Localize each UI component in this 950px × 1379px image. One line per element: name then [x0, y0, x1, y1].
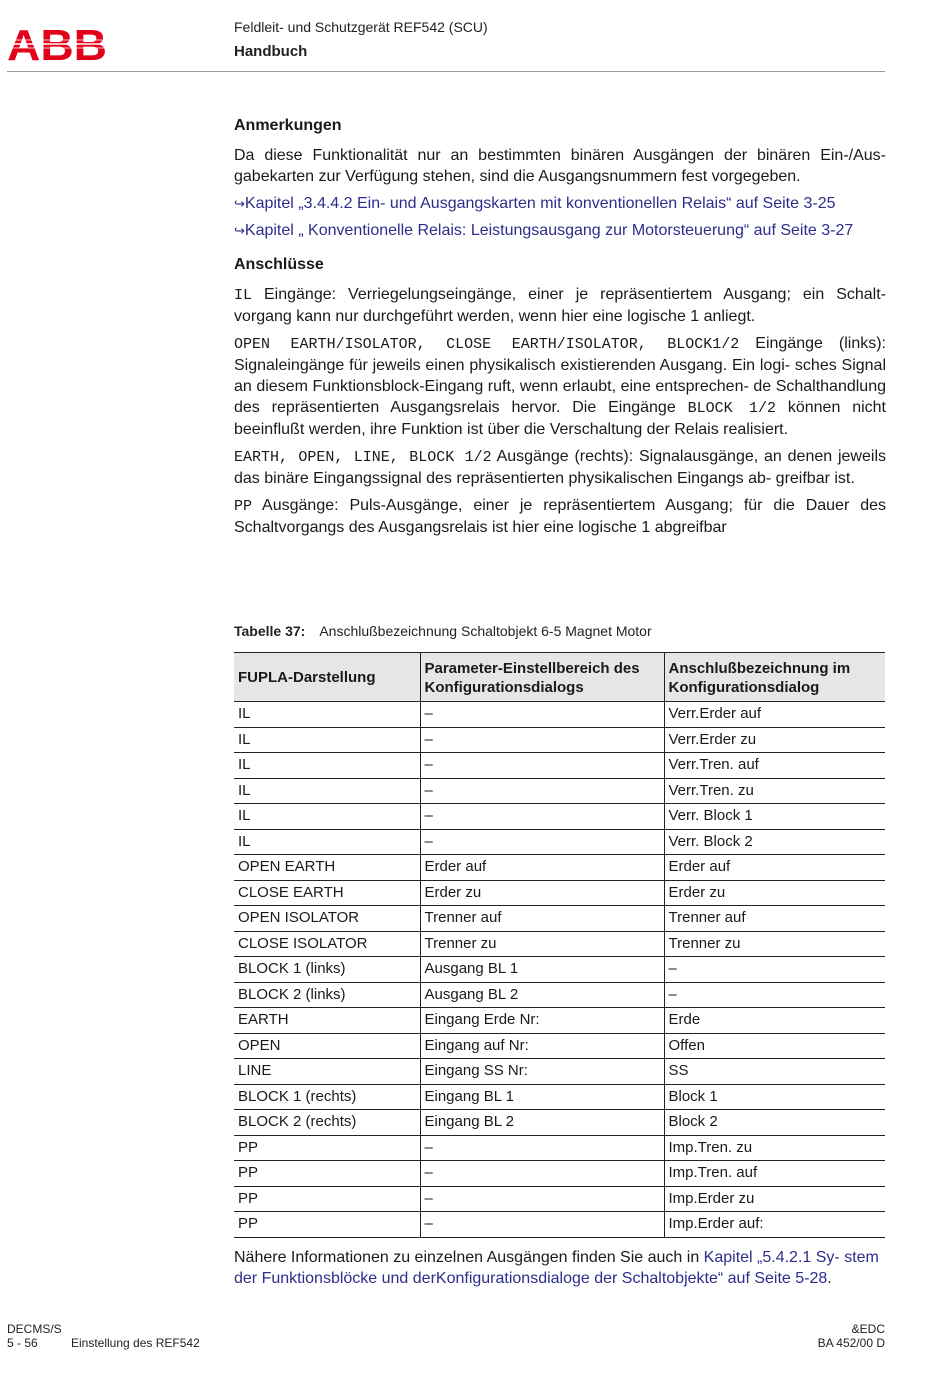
table-caption-text: Anschlußbezeichnung Schaltobjekt 6-5 Magnet Motor [319, 623, 652, 639]
cell-parameter: Eingang BL 1 [420, 1084, 664, 1110]
cell-parameter: Erder zu [420, 880, 664, 906]
table-row [234, 829, 885, 855]
cell-fupla: IL [234, 753, 420, 779]
cell-designation: Verr.Erder zu [664, 727, 885, 753]
cell-fupla: IL [234, 829, 420, 855]
code-block: BLOCK 1/2 [687, 400, 776, 417]
table-row [234, 1135, 885, 1161]
code-inputs: OPEN EARTH/ISOLATOR, CLOSE EARTH/ISOLATOR, BLOCK1/2 [234, 336, 740, 353]
cell-fupla: IL [234, 727, 420, 753]
table-row [234, 1008, 885, 1034]
reference-arrow-icon: ↪ [234, 197, 245, 212]
chapter-reference-2-text[interactable]: Kapitel „ Konventionelle Relais: Leistungsausgang zur Motorsteuerung“ auf Seite 3-27 [244, 222, 854, 239]
cell-fupla: CLOSE EARTH [234, 880, 420, 906]
cell-designation: Imp.Erder zu [664, 1186, 885, 1212]
table-caption-label: Tabelle 37: [234, 623, 306, 639]
cell-parameter: Eingang BL 2 [420, 1110, 664, 1136]
cell-fupla: IL [234, 702, 420, 728]
further-info-link[interactable]: Kapitel „5.4.2.1 Sy- stem der Funktionsblöcke und derKonfigurationsdialoge der Schaltobjekte“ auf Seite 5-28 [234, 1249, 879, 1287]
footer-doc-number: BA 452/00 D [817, 1336, 885, 1350]
cell-parameter: – [420, 702, 664, 728]
cell-fupla: CLOSE ISOLATOR [234, 931, 420, 957]
cell-designation: Trenner zu [664, 931, 885, 957]
connections-heading: Anschlüsse [234, 256, 324, 273]
cell-fupla: EARTH [234, 1008, 420, 1034]
cell-designation: Imp.Erder auf: [664, 1212, 885, 1238]
footer-edc: &EDC [851, 1322, 885, 1336]
notes-paragraph: Da diese Funktionalität nur an bestimmten binären Ausgängen der binären Ein-/Aus- gabekarten zur Verfügung stehen, sind die Ausgangsnummern fest vorgegeben. [234, 147, 886, 185]
connections-pp-paragraph [234, 495, 886, 538]
cell-fupla: BLOCK 2 (links) [234, 982, 420, 1008]
table-row [234, 727, 885, 753]
table-row [234, 1033, 885, 1059]
cell-designation: Erder zu [664, 880, 885, 906]
cell-parameter: – [420, 1161, 664, 1187]
cell-designation: Imp.Tren. auf [664, 1161, 885, 1187]
table-body [234, 702, 885, 1238]
cell-parameter: Eingang SS Nr: [420, 1059, 664, 1085]
cell-fupla: PP [234, 1135, 420, 1161]
cell-fupla: IL [234, 778, 420, 804]
cell-fupla: OPEN [234, 1033, 420, 1059]
connections-inputs-text: Eingänge (links): Signaleingänge für jeweils einen physikalisch existierenden Ausgang. Ein logi- sches Signal an diesem Funktionsblock-Eingang ruft, wenn erlaubt, eine entsprechen- de Schalthandlung des repräsentierten Ausgangsrelais hervor. Die Eingänge [234, 335, 886, 416]
cell-fupla: OPEN ISOLATOR [234, 906, 420, 932]
connections-outputs-paragraph [234, 446, 886, 489]
connections-il-paragraph [234, 284, 886, 327]
table-row [234, 702, 885, 728]
cell-fupla: LINE [234, 1059, 420, 1085]
table-row [234, 880, 885, 906]
table-row [234, 1059, 885, 1085]
footer-section: Einstellung des REF542 [71, 1336, 200, 1350]
cell-parameter: Trenner auf [420, 906, 664, 932]
cell-designation: Erder auf [664, 855, 885, 881]
connection-table [234, 652, 885, 1238]
column-header-parameter: Parameter-Einstellbereich des Konfigurationsdialogs [420, 653, 664, 702]
table-row [234, 1186, 885, 1212]
cell-fupla: IL [234, 804, 420, 830]
table-row [234, 1110, 885, 1136]
cell-designation: – [664, 982, 885, 1008]
document-title: Feldleit- und Schutzgerät REF542 (SCU) [234, 19, 488, 35]
code-outputs: EARTH, OPEN, LINE, BLOCK 1/2 [234, 449, 492, 466]
table-caption [234, 623, 652, 639]
footer-page-number: 5 - 56 [7, 1336, 38, 1350]
footer-doc-id: DECMS/S [7, 1322, 62, 1336]
cell-designation: Erde [664, 1008, 885, 1034]
further-info-text: Nähere Informationen zu einzelnen Ausgängen finden Sie auch in [234, 1249, 704, 1266]
cell-parameter: – [420, 829, 664, 855]
cell-designation: – [664, 957, 885, 983]
cell-parameter: Ausgang BL 1 [420, 957, 664, 983]
cell-fupla: BLOCK 2 (rechts) [234, 1110, 420, 1136]
chapter-reference-1[interactable] [234, 193, 886, 215]
document-subtitle: Handbuch [234, 43, 308, 60]
header-divider [7, 71, 885, 72]
cell-designation: Block 2 [664, 1110, 885, 1136]
cell-parameter: Eingang auf Nr: [420, 1033, 664, 1059]
cell-designation: Verr. Block 1 [664, 804, 885, 830]
table-row [234, 778, 885, 804]
cell-fupla: BLOCK 1 (rechts) [234, 1084, 420, 1110]
chapter-reference-2[interactable] [234, 220, 886, 242]
cell-designation: Verr.Tren. zu [664, 778, 885, 804]
cell-designation: Verr. Block 2 [664, 829, 885, 855]
reference-arrow-icon: ↪ [234, 224, 245, 239]
cell-fupla: PP [234, 1212, 420, 1238]
cell-parameter: – [420, 1186, 664, 1212]
further-info-paragraph [234, 1247, 886, 1289]
abb-logo [7, 26, 107, 62]
connections-inputs-paragraph [234, 333, 886, 440]
table-row [234, 906, 885, 932]
cell-designation: Verr.Erder auf [664, 702, 885, 728]
cell-parameter: – [420, 1212, 664, 1238]
table-row [234, 982, 885, 1008]
cell-designation: SS [664, 1059, 885, 1085]
column-header-fupla: FUPLA-Darstellung [234, 653, 420, 702]
notes-heading: Anmerkungen [234, 117, 342, 134]
table-row [234, 855, 885, 881]
svg-text:ABB: ABB [7, 26, 107, 62]
connections-outputs-text: Ausgänge (rechts): Signalausgänge, an denen jeweils das binäre Eingangssignal des repräsentierten physikalischen Eingangs ab- greifbar ist. [234, 448, 886, 487]
table-row [234, 931, 885, 957]
further-info-end: . [827, 1270, 832, 1287]
cell-parameter: – [420, 804, 664, 830]
cell-parameter: Eingang Erde Nr: [420, 1008, 664, 1034]
cell-designation: Imp.Tren. zu [664, 1135, 885, 1161]
cell-fupla: PP [234, 1161, 420, 1187]
cell-parameter: Trenner zu [420, 931, 664, 957]
cell-parameter: Erder auf [420, 855, 664, 881]
cell-designation: Trenner auf [664, 906, 885, 932]
table-row [234, 753, 885, 779]
cell-fupla: BLOCK 1 (links) [234, 957, 420, 983]
table-row [234, 1084, 885, 1110]
cell-designation: Verr.Tren. auf [664, 753, 885, 779]
cell-parameter: – [420, 753, 664, 779]
cell-parameter: – [420, 1135, 664, 1161]
code-il: IL [234, 287, 253, 304]
table-row [234, 1212, 885, 1238]
column-header-designation: Anschlußbezeichnung im Konfigurationsdialog [664, 653, 885, 702]
table-row [234, 804, 885, 830]
code-pp: PP [234, 498, 253, 515]
table-header-row [234, 653, 885, 702]
table-row [234, 1161, 885, 1187]
cell-fupla: PP [234, 1186, 420, 1212]
cell-parameter: – [420, 778, 664, 804]
cell-parameter: – [420, 727, 664, 753]
table-row [234, 957, 885, 983]
main-content [234, 116, 886, 544]
cell-fupla: OPEN EARTH [234, 855, 420, 881]
connections-il-text: Eingänge: Verriegelungseingänge, einer je repräsentiertem Ausgang; ein Schalt- vorgang kann nur durchgeführt werden, wenn hier eine logische 1 anliegt. [234, 286, 886, 325]
chapter-reference-1-text[interactable]: Kapitel „3.4.4.2 Ein- und Ausgangskarten mit konventionellen Relais“ auf Seite 3-25 [244, 195, 836, 212]
connections-pp-text: Ausgänge: Puls-Ausgänge, einer je repräsentiertem Ausgang; für die Dauer des Schaltvorgangs des Ausgangsrelais ist hier eine logische 1 abgreifbar [234, 497, 886, 536]
connections-inputs-text-2: können nicht beeinflußt werden, ihre Funktion ist über die Verschaltung der Relais realisiert. [234, 399, 886, 438]
cell-parameter: Ausgang BL 2 [420, 982, 664, 1008]
cell-designation: Offen [664, 1033, 885, 1059]
cell-designation: Block 1 [664, 1084, 885, 1110]
